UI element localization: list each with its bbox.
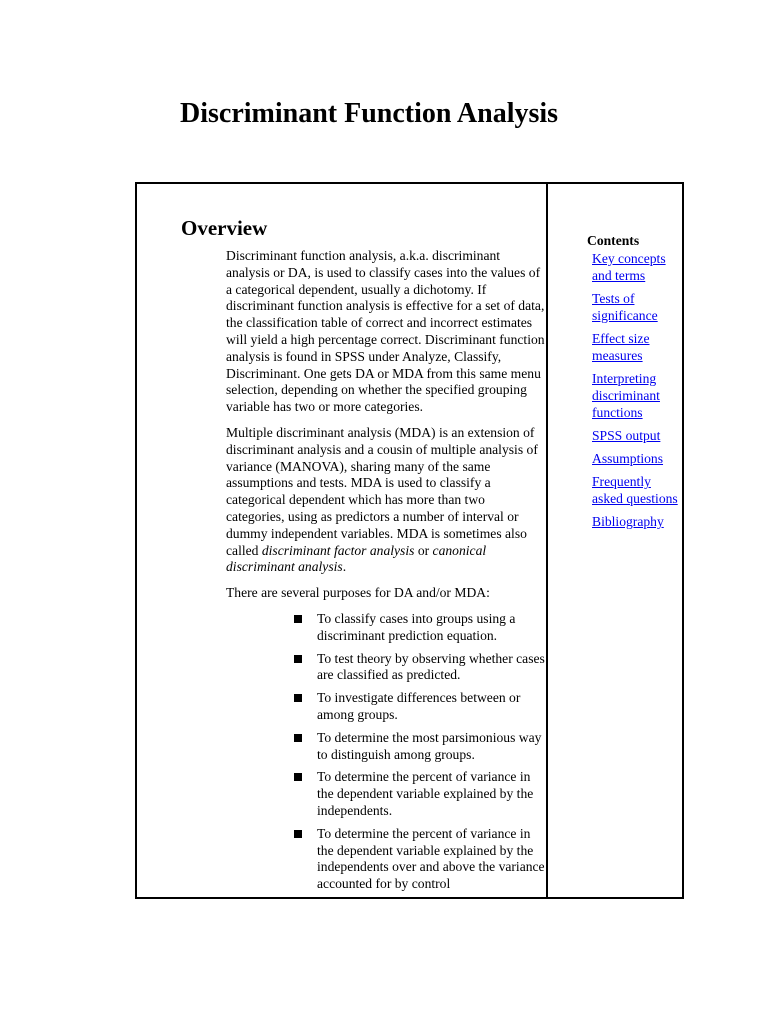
square-bullet-icon bbox=[294, 694, 302, 702]
list-item bbox=[291, 769, 546, 819]
contents-heading: Contents bbox=[587, 233, 640, 248]
overview-paragraph-2 bbox=[226, 425, 546, 576]
contents-item-faq bbox=[592, 473, 684, 507]
overview-paragraph-1: Discriminant function analysis, a.k.a. discriminant analysis or DA, is used to classify cases into the values of a categorical dependent, usually a dichotomy. If discriminant function analysis is effective for a set of data, the classification table of correct and incorrect estimates will yield a high percentage correct. Discriminant function analysis is found in SPSS under Analyze, Classify, Discriminant. One gets DA or MDA from this same menu selection, depending on whether the specified grouping variable has two or more categories. bbox=[226, 248, 545, 415]
list-item bbox=[291, 611, 546, 645]
list-item-text: To determine the percent of variance in the dependent variable explained by the independents over and above the variance accounted for by control bbox=[317, 825, 545, 892]
square-bullet-icon bbox=[294, 830, 302, 838]
section-title-overview: Overview bbox=[181, 216, 268, 240]
square-bullet-icon bbox=[294, 734, 302, 742]
link-key-concepts[interactable]: Key concepts and terms bbox=[592, 251, 666, 283]
overview-paragraph-3: There are several purposes for DA and/or MDA: bbox=[226, 585, 490, 601]
list-item bbox=[291, 690, 546, 724]
link-spss-output[interactable]: SPSS output bbox=[592, 428, 661, 443]
contents-item-key-concepts bbox=[592, 250, 684, 284]
list-item bbox=[291, 730, 546, 764]
list-item-text: To investigate differences between or among groups. bbox=[317, 690, 521, 722]
term-discriminant-factor-analysis: discriminant factor analysis bbox=[261, 542, 415, 558]
contents-links bbox=[592, 250, 684, 536]
contents-item-spss-output bbox=[592, 427, 684, 444]
purposes-list bbox=[226, 611, 546, 893]
contents-item-tests-of-significance bbox=[592, 290, 684, 324]
contents-sidebar bbox=[548, 184, 682, 897]
main-column bbox=[137, 184, 546, 897]
document-title: Discriminant Function Analysis bbox=[180, 98, 559, 129]
list-item bbox=[291, 826, 546, 893]
contents-item-effect-size bbox=[592, 330, 684, 364]
list-item-text: To determine the most parsimonious way to distinguish among groups. bbox=[317, 729, 542, 762]
contents-item-interpreting bbox=[592, 370, 684, 421]
square-bullet-icon bbox=[294, 615, 302, 623]
content-frame bbox=[135, 182, 684, 899]
paragraph-2-connector: or bbox=[414, 542, 433, 558]
link-effect-size-measures[interactable]: Effect size measures bbox=[592, 331, 650, 363]
link-faq[interactable]: Frequently asked questions bbox=[592, 474, 678, 506]
paragraph-2-end: . bbox=[342, 559, 347, 575]
square-bullet-icon bbox=[294, 773, 302, 781]
link-bibliography[interactable]: Bibliography bbox=[592, 514, 664, 529]
square-bullet-icon bbox=[294, 655, 302, 663]
list-item-text: To test theory by observing whether cases are classified as predicted. bbox=[317, 650, 545, 683]
overview-body bbox=[226, 248, 546, 897]
list-item bbox=[291, 651, 546, 685]
contents-item-bibliography bbox=[592, 513, 684, 530]
paragraph-2-text: Multiple discriminant analysis (MDA) is an extension of discriminant analysis and a cousin of multiple analysis of variance (MANOVA), sharing many of the same assumptions and tests. MDA is used to classify a categorical dependent which has more than two categories, using as predictors a number of interval or dummy independent variables. MDA is sometimes also called bbox=[226, 424, 538, 558]
link-interpreting-functions[interactable]: Interpreting discriminant functions bbox=[592, 371, 660, 420]
contents-item-assumptions bbox=[592, 450, 684, 467]
link-assumptions[interactable]: Assumptions bbox=[592, 451, 664, 466]
term-canonical-discriminant-analysis: canonical discriminant analysis bbox=[226, 542, 487, 575]
list-item-text: To classify cases into groups using a discriminant prediction equation. bbox=[317, 610, 516, 643]
list-item-text: To determine the percent of variance in the dependent variable explained by the independents. bbox=[317, 769, 534, 818]
link-tests-of-significance[interactable]: Tests of significance bbox=[592, 291, 658, 323]
